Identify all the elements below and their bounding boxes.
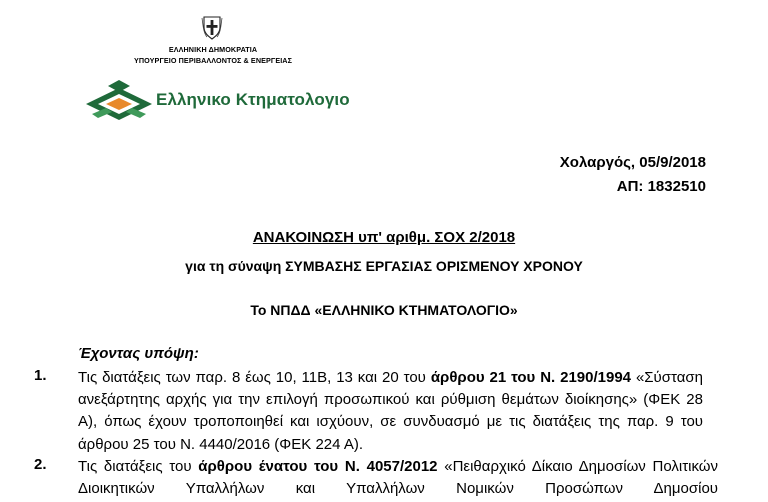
ministry-line-1: ΕΛΛΗΝΙΚΗ ΔΗΜΟΚΡΑΤΙΑ	[168, 45, 258, 54]
item-text: Τις διατάξεις του	[78, 458, 199, 475]
list-number: 2.	[34, 456, 47, 473]
item-law-reference: άρθρου ένατου του Ν. 4057/2012	[198, 458, 438, 475]
greek-coat-of-arms-icon	[201, 14, 223, 40]
announcement-title: ΑΝΑΚΟΙΝΩΣΗ υπ' αριθμ. ΣΟΧ 2/2018	[252, 229, 516, 246]
ministry-line-2: ΥΠΟΥΡΓΕΙΟ ΠΕΡΙΒΑΛΛΟΝΤΟΣ & ΕΝΕΡΓΕΙΑΣ	[133, 56, 293, 65]
item-text: «Σύσταση ανεξάρτητης αρχής για την επιλογή προσωπικού και ρύθμιση θεμάτων διοίκησης» (ΦΕΚ 28 Α), όπως έχουν τροποποιηθεί και ισχύουν, σε συνδυασμό με τις διατάξεις της παρ. 9 του άρθρου 25 του Ν. 4440/2016 (ΦΕΚ 224 Α).	[78, 369, 704, 453]
protocol-number: ΑΠ: 1832510	[616, 178, 706, 195]
logo-text: Ελληνικο Κτηματολογιο	[156, 90, 350, 109]
item-text: Τις διατάξεις των παρ. 8 έως 10, 11Β, 13 και 20 του	[78, 369, 431, 386]
list-item	[78, 456, 718, 500]
hellenic-cadastre-logo-icon	[84, 78, 154, 124]
announcement-subtitle: για τη σύναψη ΣΥΜΒΑΣΗΣ ΕΡΓΑΣΙΑΣ ΟΡΙΣΜΕΝΟΥ ΧΡΟΝΟΥ	[185, 258, 583, 274]
item-law-reference: άρθρου 21 του Ν. 2190/1994	[430, 369, 632, 386]
item-text: «Πειθαρχικό Δίκαιο Δημοσίων Πολιτικών Διοικητικών Υπαλλήλων και Υπαλλήλων Νομικών Προσώπων Δημοσίου	[78, 458, 719, 498]
list-number: 1.	[34, 367, 47, 384]
given-heading: Έχοντας υπόψη:	[78, 345, 199, 362]
issuer-line: Το ΝΠΔΔ «ΕΛΛΗΝΙΚΟ ΚΤΗΜΑΤΟΛΟΓΙΟ»	[250, 302, 518, 318]
list-item	[78, 367, 703, 456]
place-date: Χολαργός, 05/9/2018	[559, 154, 706, 171]
